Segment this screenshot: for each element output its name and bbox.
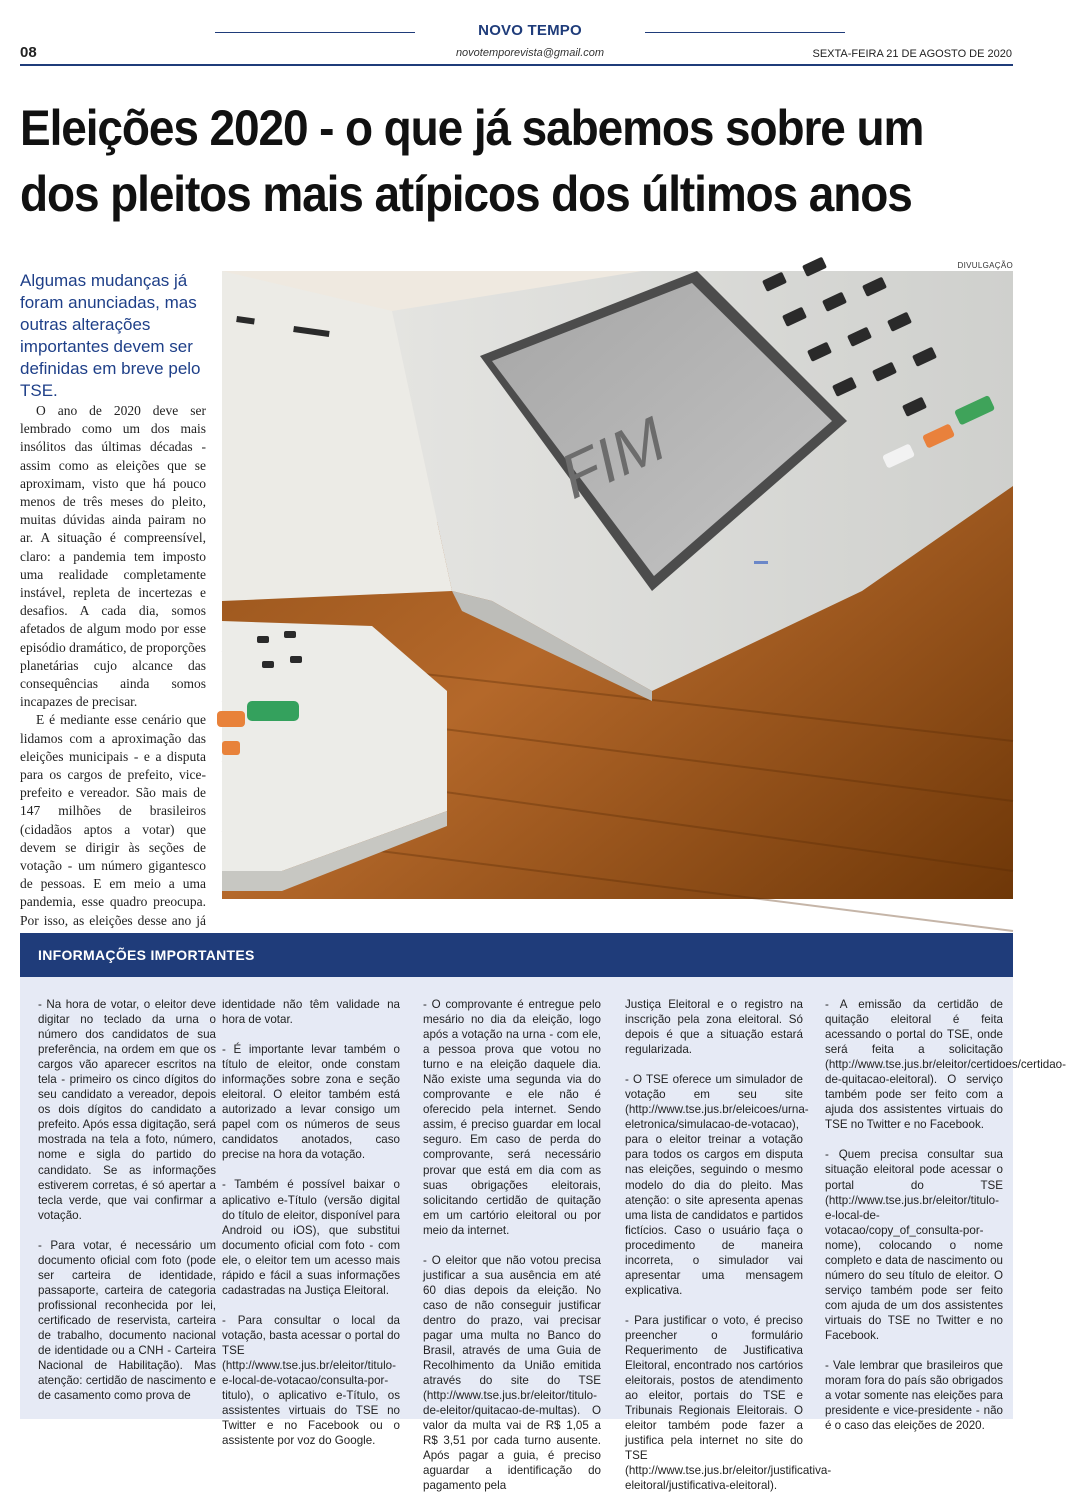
info-item: - Na hora de votar, o eleitor deve digitar no teclado da urna o número dos candidatos de sua preferência, na ordem em que os cargos vão aparecer escritos na tela - primeiro os cinco dígitos do seu candidato a vereador, depois os dois dígitos do candidato a prefeito. Após essa digitação, será mostrada na tela a foto, número, nome e sigla do partido do candidato. Se as informações estiverem corretas, é só apertar a tecla verde, que vai confirmar a votação.	[38, 998, 216, 1222]
info-box	[20, 977, 1066, 1493]
info-item: - Para consultar o local da votação, basta acessar o portal do TSE (http://www.tse.jus.br/eleitor/titulo-e-local-de-votacao/consulta-por-titulo), o aplicativo e-Título, os assistentes virtuais do TSE no Twitter e no Facebook ou o assistente por voz do Google.	[222, 1313, 400, 1448]
page-number: 08	[20, 44, 37, 61]
info-item: - O eleitor que não votou precisa justificar a sua ausência em até 60 dias depois da eleição. No caso de não conseguir justificar dentro do prazo, vai precisar pagar uma multa no Banco do Brasil, através de uma Guia de Recolhimento da União emitida através do site do TSE (http://www.tse.jus.br/eleitor/titulo-de-eleitor/quitacao-de-multas). O valor da multa vai de R$ 1,05 a R$ 3,51 por cada turno ausente. Após pagar a guia, é preciso aguardar a identificação do pagamento pela	[423, 1253, 601, 1493]
screen-text: FIM	[557, 400, 670, 515]
info-column-5	[825, 997, 1066, 1448]
info-column-1	[38, 997, 216, 1418]
masthead-title: NOVO TEMPO	[478, 22, 582, 39]
info-box-title: INFORMAÇÕES IMPORTANTES	[38, 947, 255, 963]
info-item: - Para justificar o voto, é preciso preencher o formulário Requerimento de Justificativa Eleitoral, encontrado nos cartórios eleitorais, postos de atendimento ao eleitor, portais do TSE e Tribunais Regionais Eleitorais. O eleitor também pode fazer a justifica pela internet no site do TSE (http://www.tse.jus.br/eleitor/justificativa-eleitoral/justificativa-eleitoral).	[625, 1313, 832, 1493]
info-item: - Vale lembrar que brasileiros que moram fora do país são obrigados a votar somente nas eleições para presidente e vice-presidente - não é o caso das eleições de 2020.	[825, 1359, 1003, 1433]
info-column-2	[222, 997, 400, 1463]
article-paragraph: E é mediante esse cenário que lidamos com a aproximação das eleições municipais - e a disputa para os cargos de prefeito, vice-prefeito e vereador. São mais de 147 milhões de brasileiros (cidadãos aptos a votar) que devem se dirigir às seções de votação - um número gigantesco de pessoas. E em meio a uma pandemia, esse quadro preocupa. Por isso, as eleições desse ano já	[20, 712, 206, 928]
info-column-3	[423, 997, 601, 1509]
masthead-rule-right	[645, 32, 845, 33]
masthead-email: novotemporevista@gmail.com	[455, 47, 605, 59]
info-item: - Para votar, é necessário um documento oficial com foto (pode ser carteira de identidade, passaporte, carteira de categoria profissional reconhecida por lei, certificado de reservista, carteira de trabalho, documento nacional de identidade ou a CNH - Carteira Nacional de Habilitação). Mas atenção: certidão de nascimento e de casamento como prova de	[38, 1238, 216, 1403]
info-item: identidade não têm validade na hora de votar.	[222, 998, 400, 1027]
article-body	[20, 402, 206, 966]
info-column-4	[625, 997, 832, 1508]
page-date: SEXTA-FEIRA 21 DE AGOSTO DE 2020	[812, 48, 1012, 60]
masthead-divider	[20, 64, 1013, 66]
info-item: - O comprovante é entregue pelo mesário no dia da eleição, logo após a votação na urna - com ele, a pessoa prova que votou no turno e na eleição daquele dia. Não existe uma segunda via do comprovante e ele não é oferecido pela internet. Sendo assim, é preciso guardar em local seguro. Em caso de perda do comprovante, será necessário provar que está em dia com as suas obrigações eleitorais, solicitando certidão de quitação em um cartório eleitoral ou por meio da internet.	[423, 998, 601, 1237]
photo-credit: DIVULGAÇÃO	[957, 261, 1013, 270]
article-photo	[222, 271, 1013, 899]
info-box-header	[20, 933, 1013, 977]
article-lede: Algumas mudanças já foram anunciadas, mas outras alterações importantes devem ser definidas em breve pelo TSE.	[20, 271, 201, 400]
info-item: - É importante levar também o título de eleitor, onde constam informações sobre zona e seção eleitoral. O eleitor também está autorizado a levar consigo um papel com os números de seus candidatos anotados, caso precise na hora da votação.	[222, 1043, 400, 1162]
info-item: - Quem precisa consultar sua situação eleitoral pode acessar o portal do TSE (http://www.tse.jus.br/eleitor/titulo-e-local-de-votacao/copy_of_consulta-por-nome), colocando o nome completo e data de nascimento ou número do seu título de eleitor. O serviço também pode ser feito com ajuda de um dos assistentes virtuais do TSE no Twitter e no Facebook.	[825, 1148, 1003, 1342]
article-headline: Eleições 2020 - o que já sabemos sobre um dos pleitos mais atípicos dos últimos anos	[20, 100, 924, 222]
article-paragraph: O ano de 2020 deve ser lembrado como um dos mais insólitos das últimas décadas - assim como as eleições que se aproximam, visto que há pouco menos de três meses do pleito, muitas dúvidas ainda pairam no ar. A situação é compreensível, claro: a pandemia tem imposto uma realidade completamente instável, repleta de incertezas e desafios. A cada dia, somos afetados de algum modo por esse episódio dramático, de proporções planetárias cujo alcance das consequências ainda somos incapazes de precisar.	[20, 403, 206, 710]
info-item: - A emissão da certidão de quitação eleitoral é feita acessando o portal do TSE, onde será feita a solicitação (http://www.tse.jus.br/eleitor/certidoes/certidao-de-quitacao-eleitoral). O serviço também pode ser feito com a ajuda dos assistentes virtuais do TSE no Twitter e no Facebook.	[825, 998, 1066, 1132]
info-item: - O TSE oferece um simulador de votação em seu site (http://www.tse.jus.br/eleicoes/urna-eletronica/simulacao-de-votacao), para o eleitor treinar a votação para todos os cargos em disputa nas eleições, seguindo o mesmo modelo do dia do pleito. Mas atenção: o site apresenta apenas uma lista de candidatos e partidos fictícios. Caso o usuário faça o procedimento de maneira incorreta, o simulador vai apresentar uma mensagem explicativa.	[625, 1073, 809, 1297]
masthead-rule-left	[215, 32, 415, 33]
voting-machine-illustration	[222, 271, 1013, 899]
info-item: - Também é possível baixar o aplicativo e-Título (versão digital do título de eleitor, disponível para Android ou iOS), que substitui documento oficial com foto - com ele, o eleitor tem um acesso mais rápido e fácil a suas informações cadastradas na Justiça Eleitoral.	[222, 1178, 400, 1297]
info-item: Justiça Eleitoral e o registro na inscrição pela zona eleitoral. Só depois é que a situação estará regularizada.	[625, 998, 803, 1057]
